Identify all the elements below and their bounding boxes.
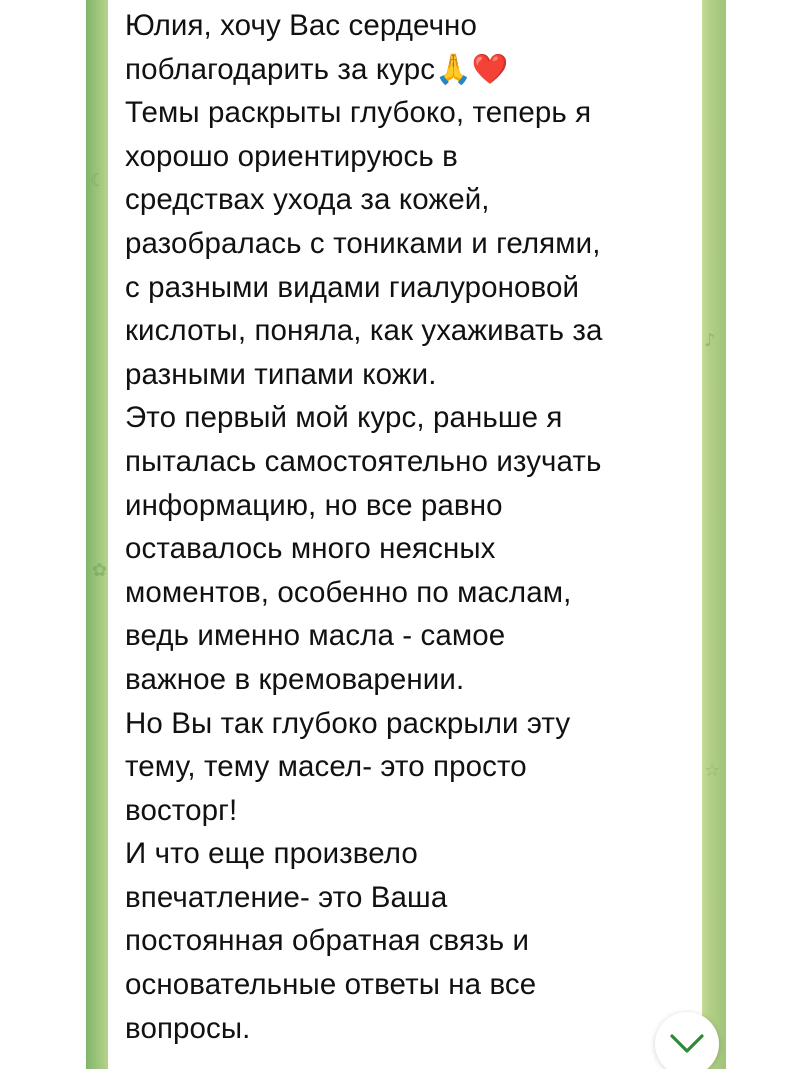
- message-line: Темы раскрыты глубоко, теперь я: [125, 96, 592, 130]
- message-line: средствах ухода за кожей,: [125, 183, 490, 217]
- message-line: с разными видами гиалуроновой: [125, 270, 580, 304]
- message-line: пыталась самостоятельно изучать: [125, 444, 602, 478]
- chevron-down-icon: [669, 1032, 705, 1056]
- message-text: [125, 4, 685, 1050]
- message-line: оставалось много неясных: [125, 532, 496, 566]
- message-line: впечатление- это Ваша: [125, 880, 448, 914]
- message-line: кислоты, поняла, как ухаживать за: [125, 314, 603, 348]
- message-line: важное в кремоварении.: [125, 662, 465, 696]
- wallpaper-doodle-icon: ♪: [704, 330, 716, 351]
- message-line: ведь именно масла - самое: [125, 619, 506, 653]
- wallpaper-doodle-icon: ☆: [704, 760, 721, 781]
- message-line: поблагодарить за курс🙏❤️: [125, 52, 509, 86]
- message-line: восторг!: [125, 793, 238, 827]
- message-line: вопросы.: [125, 1011, 251, 1045]
- wallpaper-right-edge: [700, 0, 726, 1069]
- message-line: хорошо ориентируюсь в: [125, 139, 458, 173]
- message-line: тему, тему масел- это просто: [125, 750, 527, 784]
- wallpaper-doodle-icon: ☾: [90, 170, 107, 191]
- scroll-down-button[interactable]: [655, 1012, 719, 1069]
- message-line: основательные ответы на все: [125, 968, 537, 1002]
- message-line: моментов, особенно по маслам,: [125, 575, 572, 609]
- wallpaper-doodle-icon: ✿: [92, 560, 108, 581]
- message-line: разобралась с тониками и гелями,: [125, 226, 601, 260]
- message-line: постоянная обратная связь и: [125, 924, 530, 958]
- message-line: Юлия, хочу Вас сердечно: [125, 9, 477, 42]
- message-line: разными типами кожи.: [125, 357, 437, 391]
- message-line: информацию, но все равно: [125, 488, 503, 522]
- wallpaper-left-edge: [86, 0, 110, 1069]
- message-line: Но Вы так глубоко раскрыли эту: [125, 706, 571, 740]
- message-line: И что еще произвело: [125, 837, 418, 871]
- message-line: Это первый мой курс, раньше я: [125, 401, 563, 435]
